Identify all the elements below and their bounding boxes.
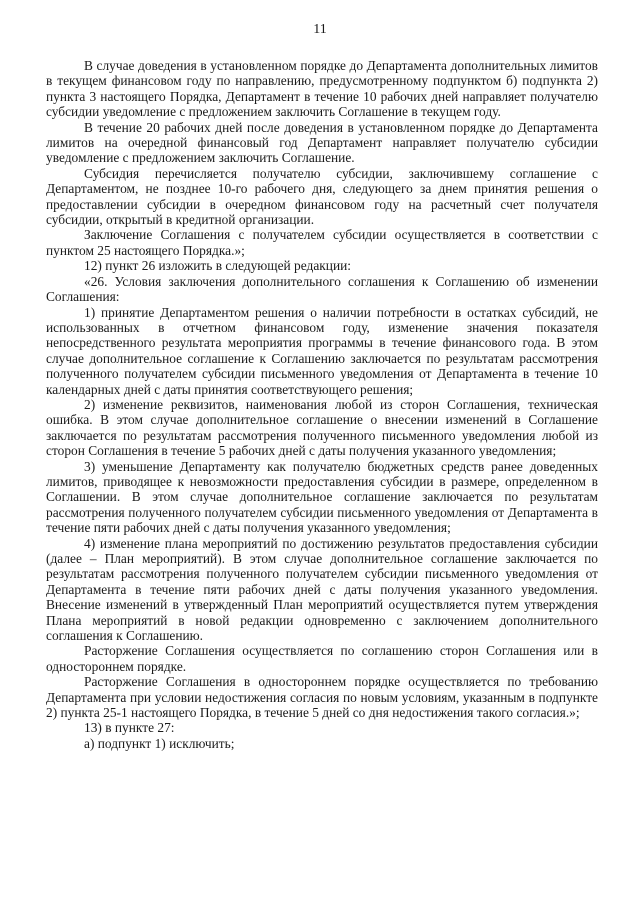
paragraph: 4) изменение плана мероприятий по достижению результатов предоставления субсидии (далее – План мероприятий). В этом случае дополнительное соглашение заключается по результатам рассмотрения полученного получателем субсидии письменного уведомления от Департамента в течение пяти рабочих дней с даты получения указанного уведомления. Внесение изменений в утвержденный План мероприятий осуществляется путем утверждения Плана мероприятий в новой редакции одновременно с заключением дополнительного соглашения к Соглашению. xyxy=(46,535,598,644)
paragraph: Заключение Соглашения с получателем субсидии осуществляется в соответствии с пунктом 25 настоящего Порядка.»; xyxy=(46,227,598,258)
paragraph: В случае доведения в установленном порядке до Департамента дополнительных лимитов в текущем финансовом году по направлению, предусмотренному подпунктом б) подпункта 2) пункта 3 настоящего Порядка, Департамент в течение 10 рабочих дней направляет получателю субсидии уведомление с предложением заключить Соглашение в текущем году. xyxy=(46,58,598,120)
paragraph: Субсидия перечисляется получателю субсидии, заключившему соглашение с Департаментом, не позднее 10-го рабочего дня, следующего за днем принятия решения о предоставлении субсидии в очередном финансовом году на расчетный счет получателя субсидии, открытый в кредитной организации. xyxy=(46,165,598,228)
paragraph: а) подпункт 1) исключить; xyxy=(84,735,235,751)
paragraph: 3) уменьшение Департаменту как получателю бюджетных средств ранее доведенных лимитов, приводящее к невозможности предоставления субсидии в размере, определенном в Соглашении. В этом случае дополнительное соглашение заключается по результатам рассмотрения полученного получателем субсидии письменного уведомления от Департамента в течение пяти рабочих дней с даты получения указанного уведомления; xyxy=(46,458,598,536)
paragraph: Расторжение Соглашения осуществляется по соглашению сторон Соглашения или в одностороннем порядке. xyxy=(46,643,598,674)
paragraph: «26. Условия заключения дополнительного соглашения к Соглашению об изменении Соглашения: xyxy=(46,273,598,305)
paragraph: В течение 20 рабочих дней после доведения в установленном порядке до Департамента лимитов на очередной финансовый год Департамент направляет получателю субсидии уведомление с предложением заключить Соглашение. xyxy=(46,119,598,166)
paragraph: 13) в пункте 27: xyxy=(84,720,175,736)
page-number: 11 xyxy=(313,22,327,37)
paragraph: 2) изменение реквизитов, наименования любой из сторон Соглашения, техническая ошибка. В этом случае дополнительное соглашение о внесении изменений в Соглашение заключается по результатам рассмотрения полученного письменного уведомления любой из сторон Соглашения в течение 5 рабочих дней с даты получения указанного уведомления; xyxy=(46,396,598,459)
paragraph: 12) пункт 26 изложить в следующей редакции: xyxy=(84,258,352,274)
paragraph: 1) принятие Департаментом решения о наличии потребности в остатках субсидий, не использованных в отчетном финансовом году, изменение значения показателя непосредственного результата мероприятия программы в течение финансового года. В этом случае дополнительное соглашение к Соглашению заключается по результатам рассмотрения полученного получателем субсидии письменного уведомления от Департамента в течение 10 календарных дней с даты принятия соответствующего решения; xyxy=(46,304,598,397)
document-body xyxy=(46,58,598,751)
paragraph: Расторжение Соглашения в одностороннем порядке осуществляется по требованию Департамента при условии недостижения согласия по новым условиям, указанным в подпункте 2) пункта 25-1 настоящего Порядка, в течение 5 дней со дня недостижения такого согласия.»; xyxy=(46,674,598,721)
